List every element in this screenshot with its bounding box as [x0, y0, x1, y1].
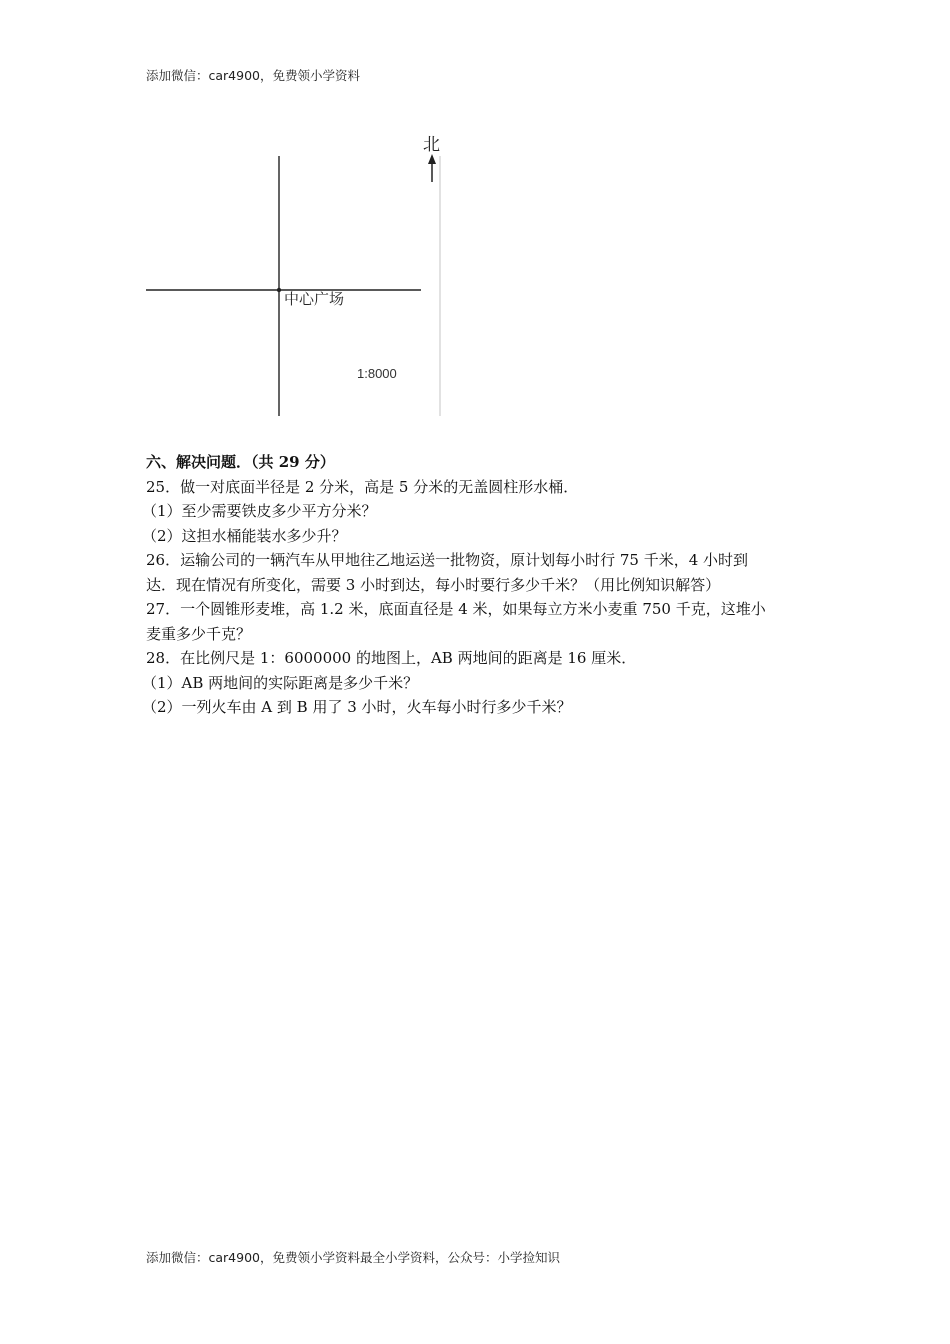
- question-25-part-2: （2）这担水桶能装水多少升？: [142, 526, 347, 545]
- question-26-line-2: 达．现在情况有所变化，需要 3 小时到达，每小时要行多少千米？（用比例知识解答）: [146, 575, 721, 594]
- question-25-part-1: （1）至少需要铁皮多少平方分米？: [142, 502, 377, 520]
- question-28-part-1: （1）AB 两地间的实际距离是多少千米？: [142, 673, 419, 692]
- question-25-stem: 25．做一对底面半径是 2 分米，高是 5 分米的无盖圆柱形水桶．: [146, 477, 579, 496]
- map-drawing: [144, 126, 444, 418]
- center-plaza-label: 中心广场: [284, 290, 345, 308]
- question-27-line-1: 27．一个圆锥形麦堆，高 1.2 米，底面直径是 4 米，如果每立方米小麦重 750 千克，这堆小: [146, 600, 766, 618]
- north-label: 北: [423, 135, 440, 155]
- map-figure: [144, 126, 444, 418]
- question-26-line-1: 26．运输公司的一辆汽车从甲地往乙地运送一批物资，原计划每小时行 75 千米，4 小时到: [146, 551, 749, 569]
- scale-label: 1:8000: [357, 366, 397, 381]
- question-27-line-2: 麦重多少千克？: [146, 624, 252, 643]
- page-header: 添加微信：car4900，免费领小学资料: [146, 68, 360, 83]
- question-28-part-2: （2）一列火车由 A 到 B 用了 3 小时，火车每小时行多少千米？: [142, 698, 572, 716]
- page-footer: 添加微信：car4900，免费领小学资料最全小学资料，公众号：小学捡知识: [146, 1250, 560, 1265]
- question-28-stem: 28．在比例尺是 1：6000000 的地图上，AB 两地间的距离是 16 厘米．: [146, 649, 637, 667]
- section-title: 六、解决问题．（共 29 分）: [146, 453, 335, 471]
- problem-section: [142, 450, 811, 720]
- north-arrow-head: [428, 154, 436, 164]
- center-point: [277, 288, 281, 292]
